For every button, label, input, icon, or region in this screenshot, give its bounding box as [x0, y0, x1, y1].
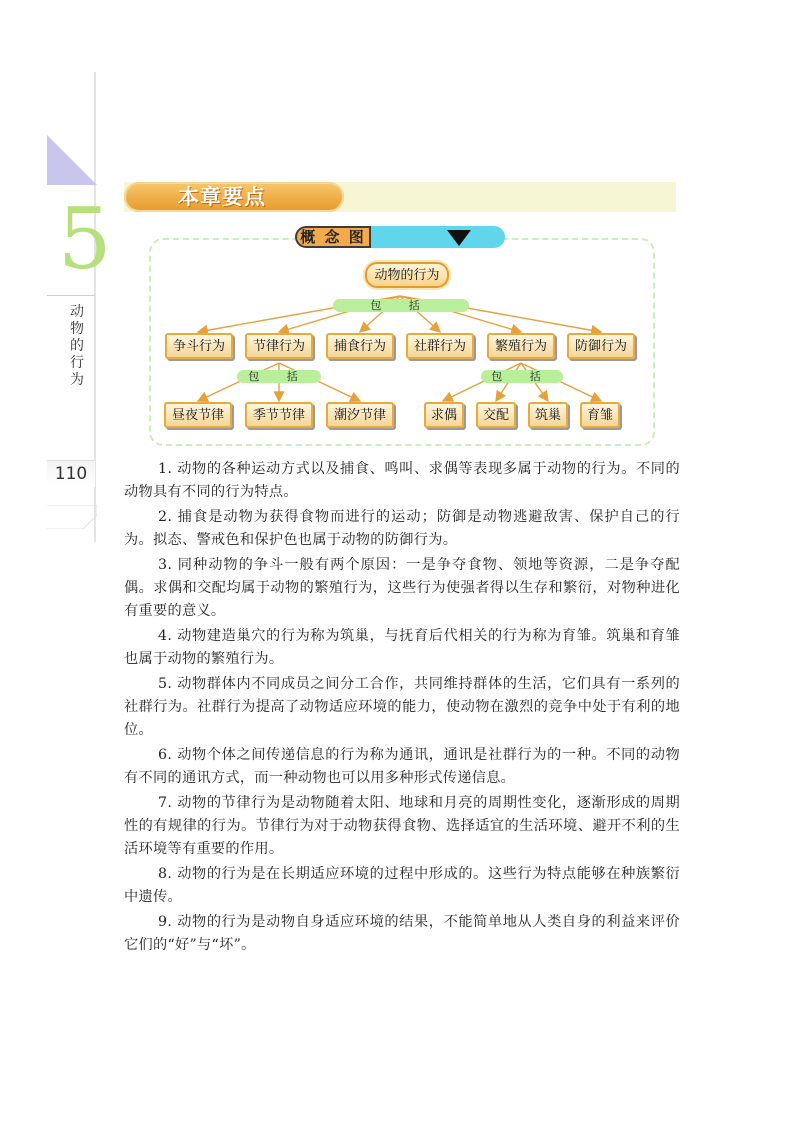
chapter-number: 5 [58, 190, 112, 288]
key-point: 5. 动物群体内不同成员之间分工合作，共同维持群体的生活，它们具有一系列的社群行为。社群行为提高了动物适应环境的能力，使动物在激烈的竞争中处于有利的地位。 [124, 676, 680, 738]
concept-node-mating: 交配 [476, 402, 516, 428]
concept-root-node: 动物的行为 [365, 262, 449, 288]
key-points [124, 458, 680, 959]
key-point: 2. 捕食是动物为获得食物而进行的运动；防御是动物逃避敌害、保护自己的行为。拟态、警戒色和保护色也属于动物的防御行为。 [124, 509, 680, 548]
page-corner-fold [47, 505, 97, 529]
concept-map-label: 概 念 图 [295, 226, 371, 248]
concept-node-courtship: 求偶 [424, 402, 464, 428]
key-point: 4. 动物建造巢穴的行为称为筑巢，与抚育后代相关的行为称为育雏。筑巢和育雏也属于动物的繁殖行为。 [124, 628, 680, 667]
concept-node-predation: 捕食行为 [326, 333, 394, 359]
concept-node-defense: 防御行为 [567, 333, 635, 359]
concept-node-rhythm: 节律行为 [245, 333, 313, 359]
chapter-corner-triangle [47, 135, 97, 185]
concept-node-nesting: 筑巢 [528, 402, 568, 428]
concept-node-seasonal: 季节节律 [245, 402, 313, 428]
key-point: 7. 动物的节律行为是动物随着太阳、地球和月亮的周期性变化，逐渐形成的周期性的有规律的行为。节律行为对于动物获得食物、选择适宜的生活环境、避开不利的生活环境等有重要的作用。 [124, 795, 680, 857]
key-point: 6. 动物个体之间传递信息的行为称为通讯，通讯是社群行为的一种。不同的动物有不同的通讯方式，而一种动物也可以用多种形式传递信息。 [124, 747, 680, 786]
relation-pill-reproduction: 包 括 [481, 370, 563, 383]
key-point: 9. 动物的行为是动物自身适应环境的结果，不能简单地从人类自身的利益来评价它们的“好”与“坏”。 [124, 914, 680, 953]
page-number: 110 [47, 460, 95, 487]
key-point: 3. 同种动物的争斗一般有两个原因：一是争夺食物、领地等资源，二是争夺配偶。求偶和交配均属于动物的繁殖行为，这些行为使强者得以生存和繁衍，对物种进化有重要的意义。 [124, 557, 680, 619]
key-point: 1. 动物的各种运动方式以及捕食、鸣叫、求偶等表现多属于动物的行为。不同的动物具有不同的行为特点。 [124, 461, 680, 500]
key-point: 8. 动物的行为是在长期适应环境的过程中形成的。这些行为特点能够在种族繁衍中遗传。 [124, 866, 680, 905]
concept-map-tab [295, 226, 505, 248]
concept-node-reproduction: 繁殖行为 [487, 333, 555, 359]
chapter-divider [47, 295, 95, 296]
concept-node-social: 社群行为 [406, 333, 474, 359]
concept-node-day-night: 昼夜节律 [164, 402, 232, 428]
concept-node-brooding: 育雏 [580, 402, 620, 428]
chapter-title: 动物的行为 [70, 304, 84, 388]
section-banner [124, 182, 344, 212]
triangle-down-icon [447, 230, 471, 246]
relation-pill-root: 包 括 [333, 299, 469, 312]
relation-pill-rhythm: 包 括 [237, 370, 321, 383]
concept-node-tidal: 潮汐节律 [326, 402, 394, 428]
concept-node-fighting: 争斗行为 [165, 333, 233, 359]
section-title: 本章要点 [178, 185, 266, 209]
